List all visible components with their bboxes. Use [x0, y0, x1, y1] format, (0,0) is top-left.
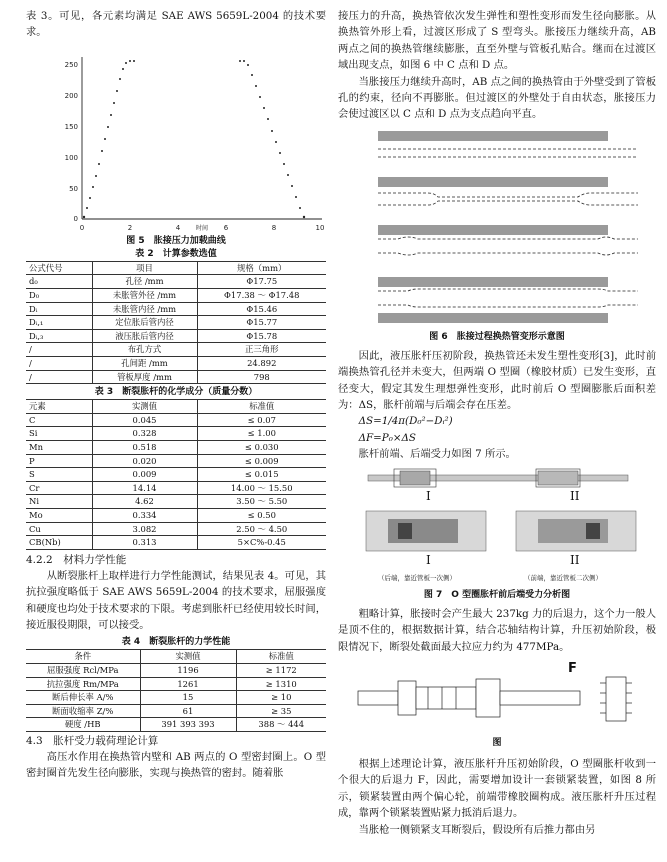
- y-tick-50: 50: [69, 184, 78, 193]
- table-row: [26, 427, 326, 441]
- cell: 硬度 /HB: [26, 718, 140, 732]
- cell: 未胀管内径 /mm: [92, 302, 197, 316]
- table-row: [26, 536, 326, 550]
- cell: 孔径 /mm: [92, 275, 197, 289]
- cell: Φ15.46: [197, 302, 326, 316]
- table-2: [26, 261, 326, 384]
- curve-fall: [247, 64, 305, 218]
- paragraph-calculation: 粗略计算，胀接时会产生最大 237kg 力的后退力，这个力一般人是顶不住的，根据数据计算，结合芯轴结构计算，升压初始阶段，极限情况下，断裂处截面最大拉应力约为 477MPa。: [338, 607, 656, 653]
- table-row: [26, 522, 326, 536]
- cell: P: [26, 454, 92, 468]
- cell: 15: [140, 691, 236, 705]
- table-row: [26, 289, 326, 303]
- tube-stage-4: [378, 277, 638, 323]
- y-tick-100: 100: [64, 153, 78, 162]
- cell: 3.50 ～ 5.50: [197, 495, 326, 509]
- cell: ≤ 0.015: [197, 468, 326, 482]
- cell: 正三角形: [197, 343, 326, 357]
- table-row: [26, 275, 326, 289]
- cell: 0.045: [92, 413, 197, 427]
- cell: Cr: [26, 481, 92, 495]
- section-4-3-heading: 4.3 胀杆受力载荷理论计算: [26, 734, 159, 747]
- x-tick-0: 0: [79, 223, 85, 232]
- cell: Φ17.38 ～ Φ17.48: [197, 289, 326, 303]
- cell: ≤ 0.009: [197, 454, 326, 468]
- paragraph-force-intro: 胀杆前端、后端受力如图 7 所示。: [358, 448, 516, 461]
- table-row: [26, 508, 326, 522]
- x-tick-2: 2: [127, 223, 133, 232]
- fig7-rear-note: （后端，靠近管板一次侧）: [378, 573, 456, 582]
- cell: D₀: [26, 289, 92, 303]
- table-row: [26, 468, 326, 482]
- figure-7: [338, 467, 656, 589]
- fig7-label-i: I: [426, 552, 431, 567]
- cell: 断面收缩率 Z/%: [26, 704, 140, 718]
- table-row: [26, 343, 326, 357]
- cell: 1196: [140, 663, 236, 677]
- curve-rise: [83, 62, 127, 218]
- left-column: [26, 0, 326, 782]
- paragraph-pressure-rise: 当胀接压力继续升高时，AB 点之间的换热管由于外壁受到了管板孔的约束，径向不再膨胀。但过渡区的外壁处于自由状态，胀接压力会使过渡区以 C 点和 D 点为支点趋向平直。: [338, 75, 656, 121]
- paragraph-fracture: 当胀枪一侧锁紧支耳断裂后，假设所有后推力都由另: [358, 823, 596, 836]
- col-header: 标准值: [236, 650, 326, 664]
- col-header: 项目: [92, 261, 197, 275]
- cell: Φ17.75: [197, 275, 326, 289]
- table-row: [26, 704, 326, 718]
- x-axis-label: 时间: [195, 224, 209, 232]
- cell: /: [26, 370, 92, 384]
- cell: 388 ～ 444: [236, 718, 326, 732]
- fig7-label-i: I: [426, 488, 431, 503]
- cell: ≤ 0.030: [197, 440, 326, 454]
- tube-stage-1: [378, 131, 638, 157]
- cell: Dᵢ: [26, 302, 92, 316]
- cell: 391 393 393: [140, 718, 236, 732]
- cell: Mn: [26, 440, 92, 454]
- right-column: [338, 0, 656, 838]
- table-row: [26, 329, 326, 343]
- table-header: [26, 261, 326, 275]
- cell: 3.082: [92, 522, 197, 536]
- y-tick-200: 200: [64, 91, 78, 100]
- table-row: [26, 691, 326, 705]
- figure-6-caption: 图 6 胀接过程换热管变形示意图: [429, 331, 565, 342]
- intro-text: 表 3。可见，各元素均满足 SAE AWS 5659L-2004 的技术要求。: [26, 10, 326, 39]
- table-row: [26, 454, 326, 468]
- paragraph-locking-device: 根据上述理论计算，液压胀杆升压初始阶段，O 型圈胀杆收到一个很大的后退力 F，因此，需要增加设计一套锁紧装置，如图 8 所示，锁紧装置由两个偏心轮，前端带橡胶圈构成。液压胀杆升压过程成，靠两个锁紧装置贴紧力抵消后退力。: [338, 757, 656, 820]
- table-row: [26, 440, 326, 454]
- section-4-2-2-heading: 4.2.2 材料力学性能: [26, 553, 127, 566]
- cell: 未胀管外径 /mm: [92, 289, 197, 303]
- cell: S: [26, 468, 92, 482]
- col-header: 标准值: [197, 400, 326, 414]
- cell: d₀: [26, 275, 92, 289]
- paragraph-continued: 接压力的升高，换热管依次发生弹性和塑性变形而发生径向膨胀。从换热管外形上看，过渡区形成了 S 型弯头。胀接压力继续升高，AB 两点之间的换热管继续膨胀，直至外壁与管板孔贴合。继而在过渡区域出现支点，如图 6 中 C 点和 D 点。: [338, 10, 656, 72]
- table-3: [26, 399, 326, 550]
- cell: ≤ 0.50: [197, 508, 326, 522]
- fig7-label-ii: II: [570, 488, 580, 503]
- table-header: [26, 400, 326, 414]
- cell: 0.313: [92, 536, 197, 550]
- pressure-curve-chart: [26, 43, 326, 233]
- fig7-label-ii: II: [570, 552, 580, 567]
- cell: 2.50 ～ 4.50: [197, 522, 326, 536]
- table-row: [26, 495, 326, 509]
- cell: 61: [140, 704, 236, 718]
- section-4-3-paragraph: 高压水作用在换热管内壁和 AB 两点的 O 型密封圈上。O 型密封圈首先发生径向膨胀，实现与换热管的密封。随着胀: [26, 750, 326, 780]
- cell: Ni: [26, 495, 92, 509]
- cell: ≥ 35: [236, 704, 326, 718]
- cell: 1261: [140, 677, 236, 691]
- cell: 管板厚度 /mm: [92, 370, 197, 384]
- cell: 0.328: [92, 427, 197, 441]
- cell: 孔间距 /mm: [92, 356, 197, 370]
- col-header: 实测值: [92, 400, 197, 414]
- equation-delta-f: ΔF=P₀×ΔS: [358, 431, 416, 444]
- rod-top: [368, 469, 628, 487]
- table-row: [26, 663, 326, 677]
- cell: ≤ 0.07: [197, 413, 326, 427]
- equation-delta-s: ΔS=1/4π(D₀²−Dᵢ²): [358, 415, 453, 428]
- cell: 液压胀后管内径: [92, 329, 197, 343]
- fig7-front-note: （前端，靠近管板二次侧）: [524, 573, 602, 582]
- cell: /: [26, 356, 92, 370]
- y-tick-150: 150: [64, 122, 78, 131]
- figure-8: [338, 661, 656, 737]
- x-tick-10: 10: [315, 223, 325, 232]
- col-header: 条件: [26, 650, 140, 664]
- cell: ≥ 10: [236, 691, 326, 705]
- cell: Dᵢ,₃: [26, 329, 92, 343]
- cell: Cu: [26, 522, 92, 536]
- cell: ≤ 1.00: [197, 427, 326, 441]
- col-header: 规格（mm）: [197, 261, 326, 275]
- table-row: [26, 356, 326, 370]
- table-row: [26, 677, 326, 691]
- o-ring-rod-force-diagram: [338, 467, 656, 589]
- cell: 定位胀后管内径: [92, 316, 197, 330]
- cell: 14.14: [92, 481, 197, 495]
- table-row: [26, 316, 326, 330]
- cell: Si: [26, 427, 92, 441]
- locking-device-drawing: [338, 661, 656, 737]
- figure-7-caption: 图 7 O 型圈胀杆前后端受力分析图: [423, 589, 571, 600]
- table-row: [26, 413, 326, 427]
- table-row: [26, 302, 326, 316]
- rod-body: [358, 679, 580, 717]
- cell: 0.518: [92, 440, 197, 454]
- table-row: [26, 718, 326, 732]
- col-header: 公式代号: [26, 261, 92, 275]
- cell: 抗拉强度 Rm/MPa: [26, 677, 140, 691]
- col-header: 元素: [26, 400, 92, 414]
- cell: 布孔方式: [92, 343, 197, 357]
- fig8-force-label: F: [568, 660, 577, 676]
- table-header: [26, 650, 326, 664]
- cell: ≥ 1310: [236, 677, 326, 691]
- tube-stage-2: [378, 177, 638, 205]
- cell: 798: [197, 370, 326, 384]
- figure-8-caption: 图: [492, 737, 502, 748]
- cell: Dᵢ,₁: [26, 316, 92, 330]
- cell: /: [26, 343, 92, 357]
- cell: 断后伸长率 A/%: [26, 691, 140, 705]
- x-tick-6: 6: [223, 223, 229, 232]
- x-tick-4: 4: [175, 223, 181, 232]
- col-header: 实测值: [140, 650, 236, 664]
- cell: Φ15.77: [197, 316, 326, 330]
- detail-left: [366, 511, 486, 551]
- section-4-2-2-paragraph: 从断裂胀杆上取样进行力学性能测试，结果见表 4。可见，其抗拉强度略低于 SAE AWS 5659L-2004 的技术要求，屈服强度和硬度也均处于技术要求的下限。考虑到胀杆已经使用较长时间，接近服役期限，可以接受。: [26, 569, 326, 631]
- detail-right: [516, 511, 636, 551]
- tube-stage-3: [378, 225, 638, 255]
- cell: CB(Nb): [26, 536, 92, 550]
- cell: ≥ 1172: [236, 663, 326, 677]
- cell: 4.62: [92, 495, 197, 509]
- cell: 0.334: [92, 508, 197, 522]
- y-tick-0: 0: [73, 214, 78, 223]
- cell: Φ15.78: [197, 329, 326, 343]
- table-row: [26, 370, 326, 384]
- table-4: [26, 649, 326, 732]
- cell: 屈服强度 Rcl/MPa: [26, 663, 140, 677]
- figure-5: [26, 43, 326, 233]
- table-3-caption: 表 3 断裂胀杆的化学成分（质量分数）: [94, 387, 258, 398]
- cell: Mo: [26, 508, 92, 522]
- end-view: [600, 677, 632, 721]
- cell: 14.00 ～ 15.50: [197, 481, 326, 495]
- curve-hold: [129, 60, 245, 62]
- cell: 24.892: [197, 356, 326, 370]
- table-row: [26, 481, 326, 495]
- x-tick-8: 8: [271, 223, 277, 232]
- table-4-caption: 表 4 断裂胀杆的力学性能: [121, 637, 231, 648]
- figure-6: [338, 127, 656, 329]
- table-2-caption: 表 2 计算参数选值: [135, 248, 217, 259]
- figure-5-caption: 图 5 胀接压力加载曲线: [126, 235, 226, 246]
- y-tick-250: 250: [64, 60, 78, 69]
- cell: 0.020: [92, 454, 197, 468]
- tube-deformation-diagram: [338, 127, 656, 329]
- paragraph-o-ring: 因此，液压胀杆压初阶段，换热管还未发生塑性变形[3]，此时前端换热管孔径并未变大，但两端 O 型圈（橡胶材质）已发生变形，直径变大，假定其发生理想弹性变形，此时前后 O 型圈膨胀后面积差为：ΔS，胀杆前端与后端会存在压差。: [338, 349, 656, 412]
- cell: C: [26, 413, 92, 427]
- cell: 5×C%-0.45: [197, 536, 326, 550]
- cell: 0.009: [92, 468, 197, 482]
